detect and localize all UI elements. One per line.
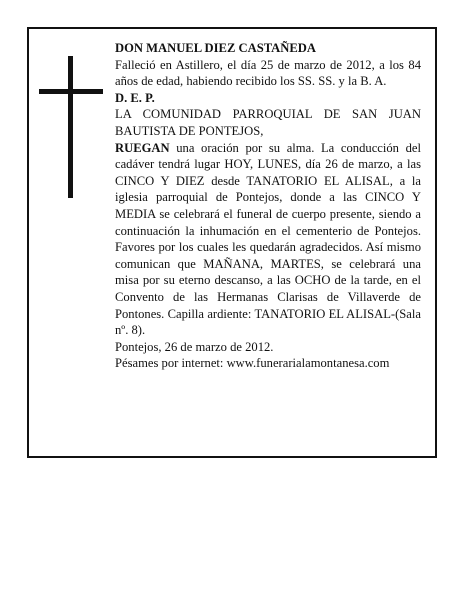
notice-text [115, 40, 421, 372]
cross-vertical-bar [68, 56, 73, 198]
deceased-name: DON MANUEL DIEZ CASTAÑEDA [115, 41, 316, 55]
condolences-line: Pésames por internet: www.funerarialamontanesa.com [115, 356, 390, 371]
obituary-notice [27, 27, 437, 458]
place-date: Pontejos, 26 de marzo de 2012. [115, 339, 274, 354]
cross-icon [39, 56, 103, 198]
cross-horizontal-bar [39, 89, 103, 94]
death-statement: Falleció en Astillero, el día 25 de marzo de 2012, a los 84 años de edad, habiendo recibido los SS. SS. y la B. A. [115, 57, 421, 89]
ruegan-label: RUEGAN [115, 140, 170, 155]
notice-body-text: una oración por su alma. La conducción del cadáver tendrá lugar HOY, LUNES, día 26 de marzo, a las CINCO Y DIEZ desde TANATORIO EL ALISAL, a la iglesia parroquial de Pontejos, donde a las CINCO Y MEDIA se celebrará el funeral de cuerpo presente, siendo a continuación la inhumación en el cementerio de Pontejos. Favores por los cuales les quedarán agradecidos. Así mismo comunican que MAÑANA, MARTES, se celebrará una misa por su eterno descanso, a las OCHO de la tarde, en el Convento de las Hermanas Clarisas de Villaverde de Pontones. Capilla ardiente: TANATORIO EL ALISAL-(Sala nº. 8). [115, 140, 421, 338]
notice-body [115, 140, 421, 339]
parish-community: LA COMUNIDAD PARROQUIAL DE SAN JUAN BAUTISTA DE PONTEJOS, [115, 107, 421, 138]
rip-label: D. E. P. [115, 90, 155, 105]
